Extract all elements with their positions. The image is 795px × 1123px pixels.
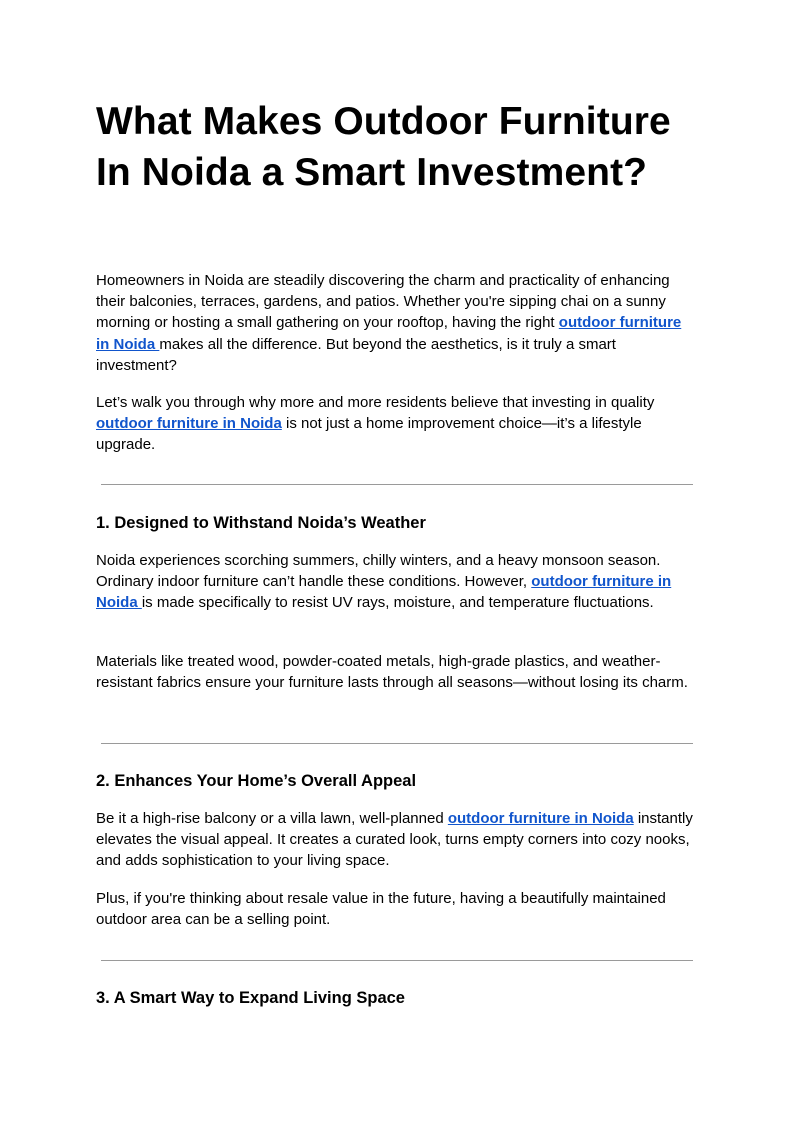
section-3-heading: 3. A Smart Way to Expand Living Space: [96, 989, 405, 1007]
section-2-heading: 2. Enhances Your Home’s Overall Appeal: [96, 772, 417, 790]
intro-p1-text-after: makes all the difference. But beyond the aesthetics, is it truly a smart investment?: [96, 335, 616, 374]
intro-p1-text-before: Homeowners in Noida are steadily discovering the charm and practicality of enhancing their balconies, terraces, gardens, and patios. Whether you're sipping chai on a sunny morning or hosting a small gathering on your rooftop, having the right: [96, 272, 670, 332]
outdoor-furniture-link-3[interactable]: outdoor furniture in Noida: [96, 573, 672, 612]
section-2-p1-text-after: instantly elevates the visual appeal. It creates a curated look, turns empty corners into cozy nooks, and adds sophistication to your living space.: [96, 810, 693, 870]
section-1-paragraph-1: [96, 550, 696, 614]
intro-p2-text-before: Let’s walk you through why more and more residents believe that investing in quality: [96, 394, 655, 411]
section-1-heading: 1. Designed to Withstand Noida’s Weather: [96, 514, 426, 532]
divider-1: [101, 484, 693, 485]
section-2-p1-text-before: Be it a high-rise balcony or a villa lawn, well-planned: [96, 810, 448, 827]
intro-paragraph-1: [96, 270, 696, 376]
outdoor-furniture-link-2[interactable]: outdoor furniture in Noida: [96, 415, 282, 433]
section-1-p1-text-after: is made specifically to resist UV rays, moisture, and temperature fluctuations.: [141, 594, 654, 612]
intro-p2-text-after: is not just a home improvement choice—it’s a lifestyle upgrade.: [96, 415, 642, 454]
section-2-paragraph-2: Plus, if you're thinking about resale value in the future, having a beautifully maintained outdoor area can be a selling point.: [96, 890, 666, 929]
section-2-paragraph-1: [96, 808, 696, 872]
divider-3: [101, 960, 693, 961]
section-1-p1-text-before: Noida experiences scorching summers, chilly winters, and a heavy monsoon season. Ordinary indoor furniture can’t handle these conditions. However,: [96, 552, 661, 591]
outdoor-furniture-link-1[interactable]: outdoor furniture in Noida: [96, 314, 682, 353]
divider-2: [101, 743, 693, 744]
intro-paragraph-2: [96, 392, 696, 456]
outdoor-furniture-link-4[interactable]: outdoor furniture in Noida: [447, 810, 634, 827]
page-title: What Makes Outdoor Furniture In Noida a Smart Investment?: [96, 100, 671, 194]
section-1-paragraph-2: Materials like treated wood, powder-coated metals, high-grade plastics, and weather-resistant fabrics ensure your furniture lasts through all seasons—without losing its charm.: [96, 653, 688, 692]
